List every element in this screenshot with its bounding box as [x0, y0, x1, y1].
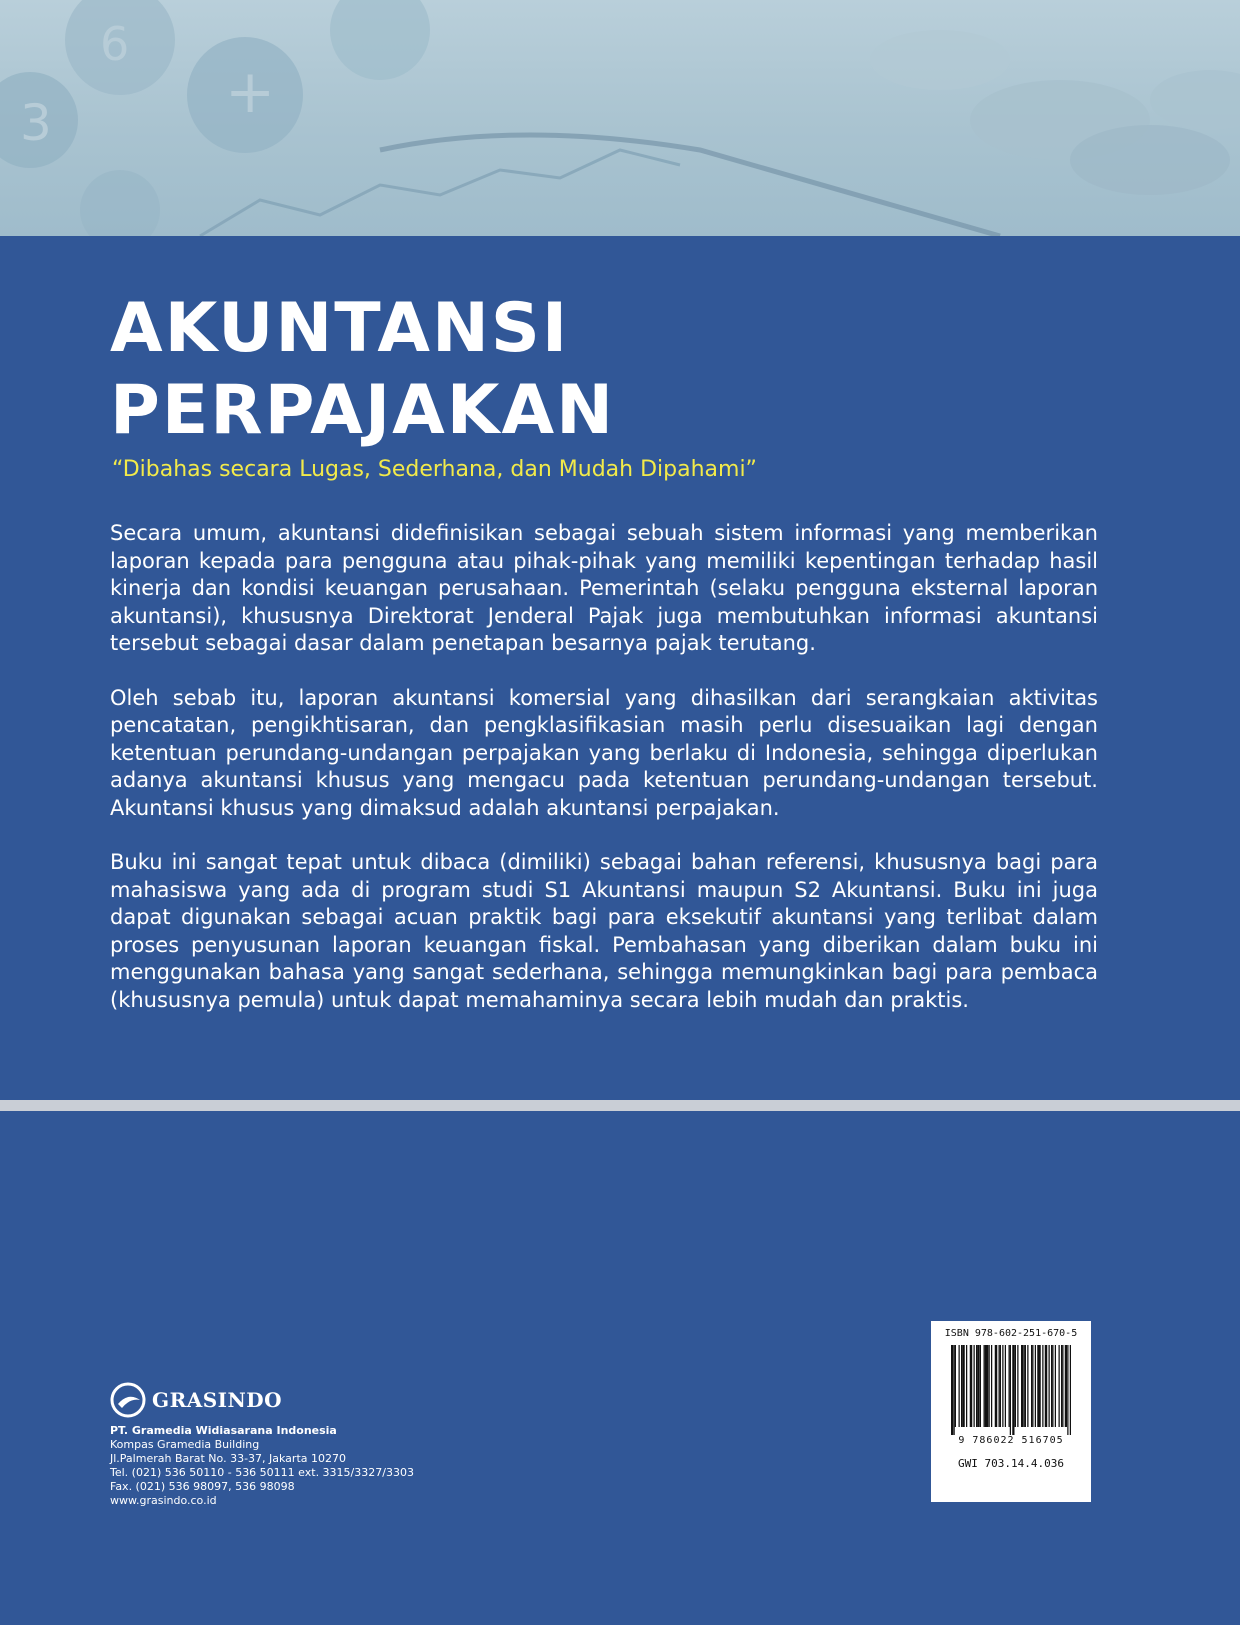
barcode-bar	[1052, 1345, 1053, 1427]
barcode-bar	[989, 1345, 990, 1427]
isbn-number: ISBN 978-602-251-670-5	[944, 1328, 1078, 1339]
barcode-bar	[1009, 1345, 1010, 1427]
barcode-bar	[1049, 1345, 1050, 1427]
barcode-bar	[966, 1345, 967, 1427]
barcode-bar	[1042, 1345, 1043, 1427]
barcode-bar	[984, 1345, 985, 1427]
barcode-bar	[1025, 1345, 1026, 1427]
barcode-bar	[1031, 1345, 1032, 1427]
barcode-bar	[1067, 1345, 1068, 1435]
barcode-bar	[1062, 1345, 1063, 1427]
grasindo-logo	[110, 1380, 414, 1420]
barcode-bar	[1035, 1345, 1036, 1427]
title-line-1: AKUNTANSI	[110, 289, 570, 368]
synopsis	[110, 520, 1098, 1041]
barcode-bar	[961, 1345, 962, 1427]
barcode-bar	[976, 1345, 977, 1427]
publisher-info	[110, 1380, 414, 1508]
barcode-bar	[1010, 1345, 1011, 1435]
publisher-website: www.grasindo.co.id	[110, 1494, 217, 1507]
barcode-bar	[1065, 1345, 1067, 1427]
synopsis-paragraph-1: Secara umum, akuntansi didefinisikan sebagai sebuah sistem informasi yang memberikan laporan kepada para pengguna atau pihak-pihak yang memiliki kepentingan terhadap hasil kinerja dan kondisi keuangan perusahaan. Pemerintah (selaku pengguna eksternal laporan akuntansi), khususnya Direktorat Jenderal Pajak juga membutuhkan informasi akuntansi tersebut sebagai dasar dalam penetapan besarnya pajak terutang.	[110, 521, 1098, 655]
barcode-digits: 9 786022 516705	[958, 1435, 1064, 1446]
barcode-bar	[1021, 1345, 1023, 1427]
barcode-bar	[954, 1345, 955, 1435]
barcode-bar	[962, 1345, 963, 1427]
barcode-bar	[955, 1345, 956, 1427]
barcode-bar	[980, 1345, 981, 1427]
svg-text:6: 6	[100, 17, 130, 71]
book-title	[110, 288, 615, 452]
publisher-address: Jl.Palmerah Barat No. 33-37, Jakarta 10270	[110, 1452, 346, 1465]
barcode-bar	[964, 1345, 965, 1427]
synopsis-paragraph-3: Buku ini sangat tepat untuk dibaca (dimiliki) sebagai bahan referensi, khususnya bagi para mahasiswa yang ada di program studi S1 Akuntansi maupun S2 Akuntansi. Buku ini juga dapat digunakan sebagai acuan praktik bagi para eksekutif akuntansi yang terlibat dalam proses penyusunan laporan keuangan fiskal. Pembahasan yang diberikan dalam buku ini menggunakan bahasa yang sangat sederhana, sehingga memungkinkan bagi para pembaca (khususnya pemula) untuk dapat memahaminya secara lebih mudah dan praktis.	[110, 850, 1098, 1012]
barcode-bar	[991, 1345, 992, 1427]
title-line-2: PERPAJAKAN	[110, 371, 616, 450]
svg-text:3: 3	[20, 94, 52, 152]
book-subtitle: “Dibahas secara Lugas, Sederhana, dan Mudah Dipahami”	[112, 457, 757, 482]
horizontal-divider	[0, 1100, 1240, 1111]
barcode-bar	[1055, 1345, 1056, 1427]
grasindo-logo-icon	[110, 1382, 146, 1418]
barcode-bar	[986, 1345, 988, 1427]
barcode-bar	[1051, 1345, 1052, 1427]
barcode-bar	[1032, 1345, 1033, 1427]
barcode-bar	[951, 1345, 953, 1435]
barcode-bar	[1061, 1345, 1062, 1427]
barcode-icon	[949, 1345, 1073, 1435]
barcode-bar	[1027, 1345, 1028, 1427]
barcode-bar	[999, 1345, 1000, 1427]
barcode-bar	[1039, 1345, 1041, 1427]
isbn-barcode-box	[931, 1321, 1091, 1502]
barcode-bar	[1015, 1345, 1016, 1427]
barcode-bar	[1014, 1345, 1015, 1427]
barcode-bar	[996, 1345, 997, 1427]
barcode-bar	[970, 1345, 971, 1427]
barcode-bar	[985, 1345, 986, 1427]
cover-photo-banner	[0, 0, 1240, 236]
publisher-fax: Fax. (021) 536 98097, 536 98098	[110, 1480, 295, 1493]
synopsis-paragraph-2: Oleh sebab itu, laporan akuntansi komersial yang dihasilkan dari serangkaian aktivitas pencatatan, pengikhtisaran, dan pengklasifikasian masih perlu disesuaikan lagi dengan ketentuan perundang-undangan perpajakan yang berlaku di Indonesia, sehingga diperlukan adanya akuntansi khusus yang mengacu pada ketentuan perundang-undangan tersebut. Akuntansi khusus yang dimaksud adalah akuntansi perpajakan.	[110, 685, 1098, 820]
logo-wordmark: GRASINDO	[152, 1388, 283, 1412]
calculator-coins-illustration	[0, 0, 1240, 236]
barcode-bar	[1005, 1345, 1006, 1427]
barcode-bar	[1045, 1345, 1046, 1427]
barcode-bar	[1059, 1345, 1060, 1427]
publisher-phone: Tel. (021) 536 50110 - 536 50111 ext. 3315/3327/3303	[110, 1466, 414, 1479]
barcode-bar	[959, 1345, 960, 1427]
barcode-bar	[1024, 1345, 1025, 1427]
publisher-name: PT. Gramedia Widiasarana Indonesia	[110, 1424, 337, 1437]
barcode-bar	[971, 1345, 972, 1427]
barcode-bar	[1002, 1345, 1003, 1427]
barcode-bar	[1000, 1345, 1001, 1427]
barcode-bar	[977, 1345, 979, 1427]
barcode-bar	[974, 1345, 975, 1427]
barcode-bar	[1070, 1345, 1071, 1435]
publisher-building: Kompas Gramedia Building	[110, 1438, 260, 1451]
barcode-bar	[1037, 1345, 1038, 1427]
barcode-bar	[1017, 1345, 1018, 1427]
catalog-code: GWI 703.14.4.036	[958, 1457, 1064, 1470]
svg-text:+: +	[225, 57, 276, 127]
barcode-bar	[1046, 1345, 1047, 1427]
